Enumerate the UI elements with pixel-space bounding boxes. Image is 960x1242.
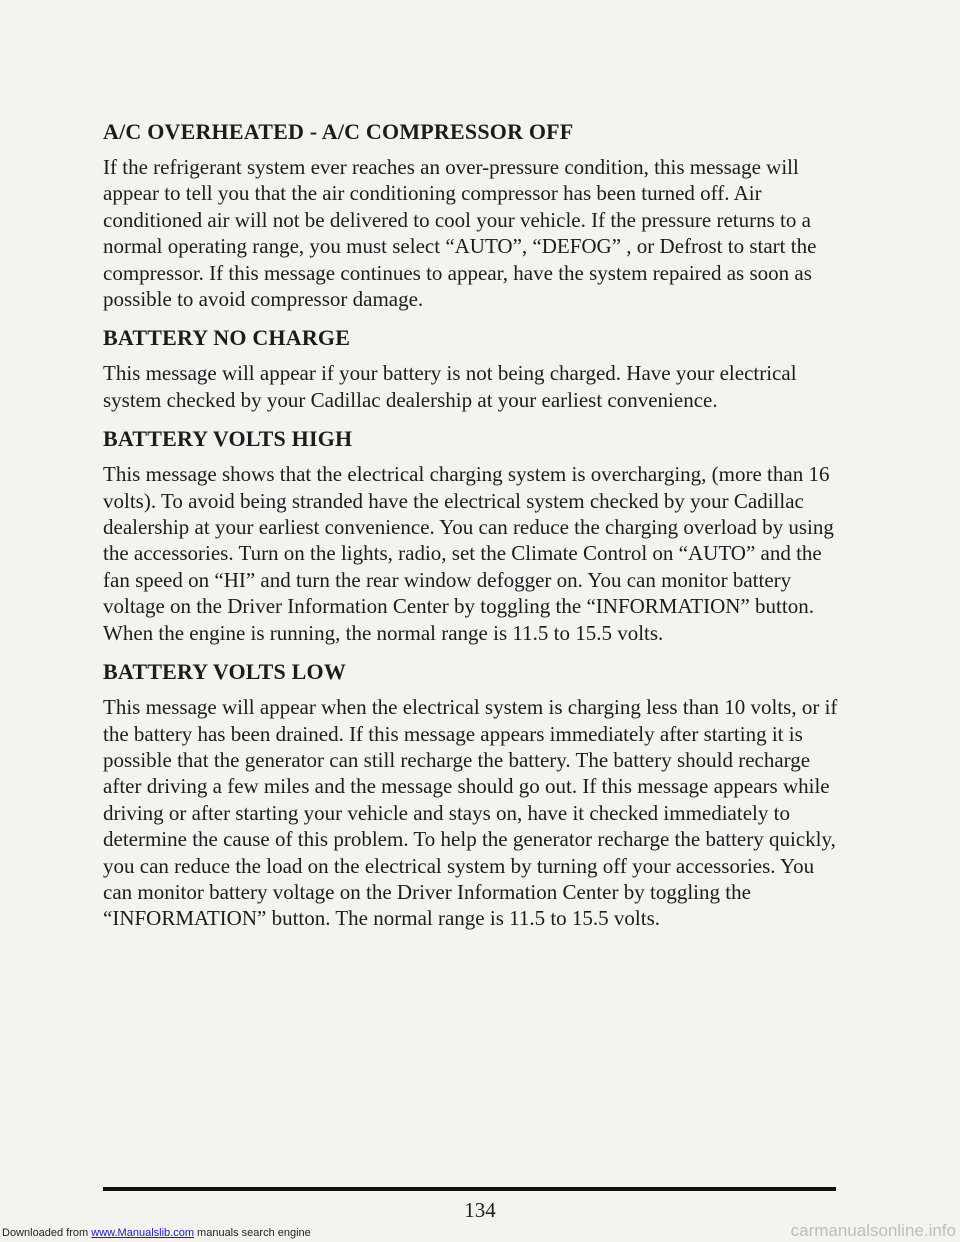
section-heading: BATTERY VOLTS LOW xyxy=(103,659,347,685)
download-watermark xyxy=(2,1227,311,1240)
manualslib-link[interactable]: www.Manualslib.com xyxy=(91,1227,194,1239)
manual-page-content xyxy=(103,118,843,944)
section-battery-volts-low xyxy=(103,658,843,932)
page-number: 134 xyxy=(464,1198,496,1222)
section-body: If the refrigerant system ever reaches an over-pressure condition, this message will appear to tell you that the air conditioning compressor has been turned off. Air conditioned air will not be delivered to cool your vehicle. If the pressure returns to a normal operating range, you must select “AUTO”, “DEFOG” , or Defrost to start the compressor. If this message continues to appear, have the system repaired as soon as possible to avoid compressor damage. xyxy=(103,155,817,312)
section-body: This message shows that the electrical charging system is overcharging, (more than 16 volts). To avoid being stranded have the electrical system checked by your Cadillac dealership at your earliest convenience. You can reduce the charging overload by using the accessories. Turn on the lights, radio, set the Climate Control on “AUTO” and the fan speed on “HI” and turn the rear window defogger on. You can monitor battery voltage on the Driver Information Center by toggling the “INFORMATION” button. When the engine is running, the normal range is 11.5 to 15.5 volts. xyxy=(103,462,834,645)
watermark-prefix: Downloaded from xyxy=(2,1227,89,1239)
section-heading: BATTERY VOLTS HIGH xyxy=(103,426,353,452)
section-heading: A/C OVERHEATED - A/C COMPRESSOR OFF xyxy=(103,119,574,144)
site-watermark: carmanualsonline.info xyxy=(790,1221,956,1240)
watermark-suffix: manuals search engine xyxy=(197,1227,311,1239)
section-body: This message will appear when the electrical system is charging less than 10 volts, or if the battery has been drained. If this message appears immediately after starting it is possible that the generator can still recharge the battery. The battery should recharge after driving a few miles and the message should go out. If this message appears while driving or after starting your vehicle and stays on, have it checked immediately to determine the cause of this problem. To help the generator recharge the battery quickly, you can reduce the load on the electrical system by turning off your accessories. You can monitor battery voltage on the Driver Information Center by toggling the “INFORMATION” button. The normal range is 11.5 to 15.5 volts. xyxy=(103,695,838,931)
section-battery-no-charge xyxy=(103,324,843,413)
section-ac-overheated xyxy=(103,118,843,312)
section-body: This message will appear if your battery is not being charged. Have your electrical system checked by your Cadillac dealership at your earliest convenience. xyxy=(103,361,797,412)
section-battery-volts-high xyxy=(103,425,843,646)
footer-divider xyxy=(103,1187,836,1191)
section-heading: BATTERY NO CHARGE xyxy=(103,325,351,351)
